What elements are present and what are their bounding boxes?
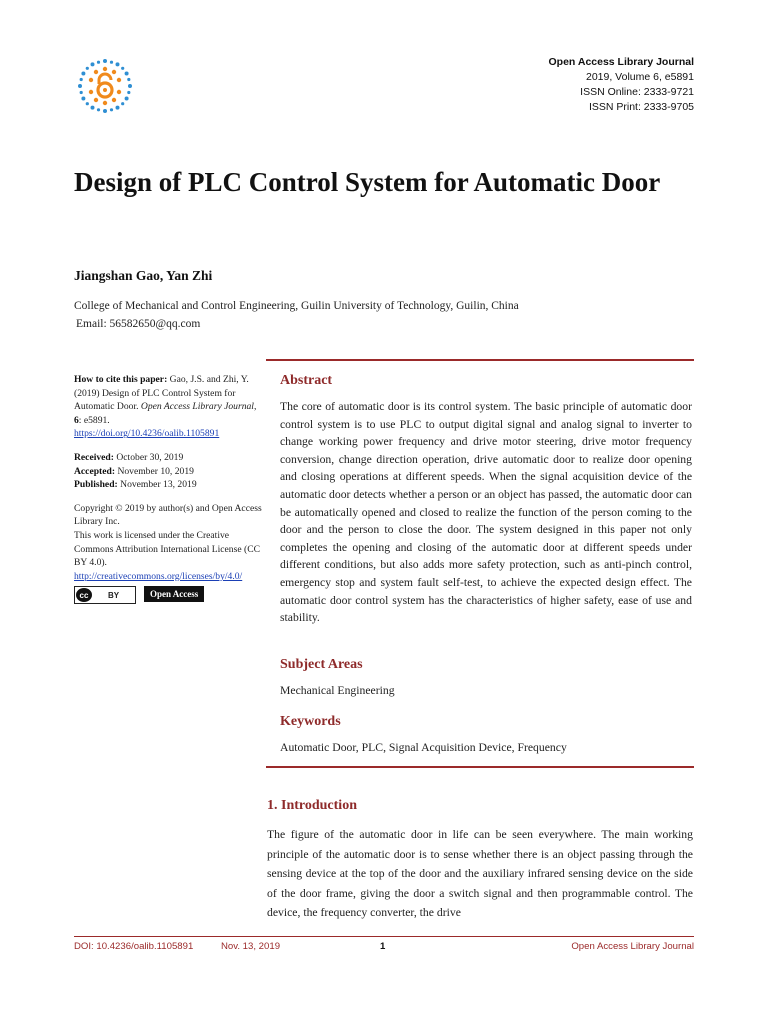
intro-heading: 1. Introduction — [267, 798, 357, 813]
issn-print: ISSN Print: 2333-9705 — [588, 101, 694, 113]
cite-volume: 6 — [74, 414, 79, 426]
bottom-rule — [266, 766, 694, 768]
paper-title: Design of PLC Control System for Automatic Door — [74, 167, 661, 197]
subject-heading: Subject Areas — [280, 657, 363, 672]
journal-name: Open Access Library Journal — [548, 56, 694, 68]
email: Email: 56582650@qq.com — [76, 318, 201, 330]
copyright-block — [74, 502, 266, 605]
keywords-text: Automatic Door, PLC, Signal Acquisition Device, Frequency — [280, 741, 567, 754]
cite-sep: , — [253, 401, 257, 413]
top-rule — [266, 359, 694, 361]
cc-badge-by: BY — [107, 590, 120, 600]
footer-date: Nov. 13, 2019 — [221, 941, 281, 952]
license-link[interactable]: http://creativecommons.org/licenses/by/4.0/ — [74, 570, 243, 582]
page-number: 1 — [380, 941, 386, 952]
oa-badge-label: Open Access — [150, 588, 199, 599]
authors: Jiangshan Gao, Yan Zhi — [74, 268, 213, 283]
dates-block — [74, 451, 266, 492]
footer-rule — [74, 936, 694, 937]
issn-online: ISSN Online: 2333-9721 — [580, 86, 694, 98]
oalib-logo-icon — [77, 58, 133, 114]
cc-by-icon[interactable] — [74, 586, 136, 604]
accepted-date: November 10, 2019 — [117, 465, 194, 477]
footer-doi: DOI: 10.4236/oalib.1105891 — [74, 941, 194, 952]
cc-badge-mark: cc — [76, 588, 92, 602]
footer-journal: Open Access Library Journal — [571, 941, 694, 952]
cite-journal: Open Access Library Journal — [140, 401, 254, 413]
open-access-icon[interactable] — [144, 586, 204, 602]
published-label: Published: — [74, 479, 118, 491]
copyright-line: Copyright © 2019 by author(s) and Open Access Library Inc. — [74, 502, 262, 528]
published-date: November 13, 2019 — [120, 479, 197, 491]
citation-block — [74, 373, 266, 441]
subject-text: Mechanical Engineering — [280, 684, 395, 697]
received-date: October 30, 2019 — [116, 451, 184, 463]
journal-volume: 2019, Volume 6, e5891 — [585, 71, 694, 83]
sidebar-info — [74, 373, 266, 604]
license-line: This work is licensed under the Creative Commons Attribution International License (CC BY 4.0). — [74, 529, 260, 569]
abstract-text: The core of automatic door is its control system. The basic principle of automatic door control system is to use PLC to output digital signal and analog signal to inverter to change working power frequency and drive motor steering, drive motor frequency conversion, change direction operation, drive automatic door to realize door opening and closing operations at different speeds. When the signal acquisition device of the automatic door detects whether a person or an object has passed, the automatic door can be automatically opened and closed to realize the function of the person coming to the door and the person to close the door. The system designed in this paper not only completes the opening and closing of the automatic door at different speeds under different conditions, but also adds more safety protection, such as anti-pinch control, emergency stop and system fault self-test, to achieve the expected design effect. The automatic door control system has the characteristics of higher safety, ease of use and stability. — [280, 400, 692, 625]
keywords-heading: Keywords — [280, 714, 341, 729]
cite-label: How to cite this paper: — [74, 374, 168, 385]
accepted-label: Accepted: — [74, 465, 116, 477]
cite-text: Gao, J.S. and Zhi, Y. (2019) Design of PLC Control System for Automatic Door. — [74, 374, 249, 413]
received-label: Received: — [74, 451, 114, 463]
journal-info — [549, 55, 695, 115]
abstract-heading: Abstract — [280, 373, 333, 388]
doi-link[interactable]: https://doi.org/10.4236/oalib.1105891 — [74, 428, 220, 440]
affiliation: College of Mechanical and Control Engineering, Guilin University of Technology, Guilin, China — [74, 300, 519, 312]
cite-article: : e5891. — [78, 414, 110, 426]
intro-text: The figure of the automatic door in life can be seen everywhere. The main working principle of the automatic door is to sense whether there is an object passing through the sensing device at the top of the door and the auxiliary infrared sensing device on the side of the door frame, giving the door a switch signal and then programmable control. The device, the frequency converter, the drive — [267, 828, 693, 919]
